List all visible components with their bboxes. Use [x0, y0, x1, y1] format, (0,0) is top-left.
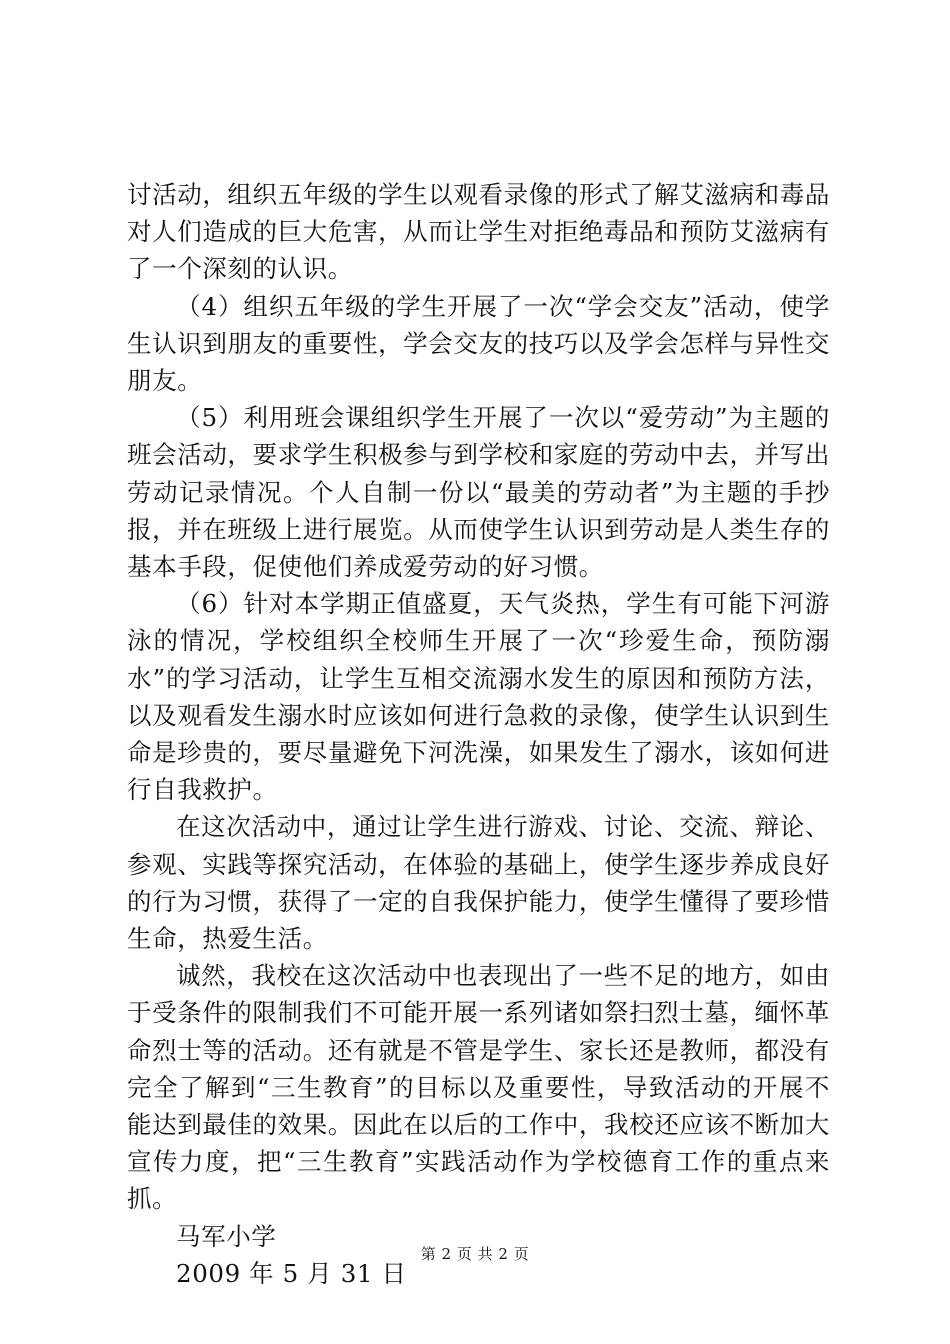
signature-school: 马军小学 — [176, 1221, 277, 1251]
paragraph-summary: 在这次活动中，通过让学生进行游戏、讨论、交流、辩论、参观、实践等探究活动，在体验的基础上，使学生逐步养成良好的行为习惯，获得了一定的自我保护能力，使学生懂得了要珍惜生命，热爱生活。 — [127, 812, 830, 954]
document-body — [127, 176, 830, 1292]
paragraph-item-4: （4）组织五年级的学生开展了一次“学会交友”活动，使学生认识到朋友的重要性，学会交友的技巧以及学会怎样与异性交朋友。 — [127, 291, 830, 396]
paragraph-continuation: 讨活动，组织五年级的学生以观看录像的形式了解艾滋病和毒品对人们造成的巨大危害，从而让学生对拒绝毒品和预防艾滋病有了一个深刻的认识。 — [127, 180, 830, 284]
signature-date: 2009 年 5 月 31 日 — [176, 1258, 407, 1288]
page-footer: 第 2 页 共 2 页 — [420, 1245, 530, 1263]
paragraph-item-5: （5）利用班会课组织学生开展了一次以“爱劳动”为主题的班会活动，要求学生积极参与到学校和家庭的劳动中去，并写出劳动记录情况。个人自制一份以“最美的劳动者”为主题的手抄报，并在班级上进行展览。从而使学生认识到劳动是人类生存的基本手段，促使他们养成爱劳动的好习惯。 — [127, 403, 830, 582]
paragraph-shortcomings: 诚然，我校在这次活动中也表现出了一些不足的地方，如由于受条件的限制我们不可能开展一系列诸如祭扫烈士墓，缅怀革命烈士等的活动。还有就是不管是学生、家长还是教师，都没有完全了解到“三生教育”的目标以及重要性，导致活动的开展不能达到最佳的效果。因此在以后的工作中，我校还应该不断加大宣传力度，把“三生教育”实践活动作为学校德育工作的重点来抓。 — [127, 961, 830, 1214]
paragraph-item-6: （6）针对本学期正值盛夏，天气炎热，学生有可能下河游泳的情况，学校组织全校师生开展了一次“珍爱生命，预防溺水”的学习活动，让学生互相交流溺水发生的原因和预防方法，以及观看发生溺水时应该如何进行急救的录像，使学生认识到生命是珍贵的，要尽量避免下河洗澡，如果发生了溺水，该如何进行自我救护。 — [127, 589, 830, 805]
